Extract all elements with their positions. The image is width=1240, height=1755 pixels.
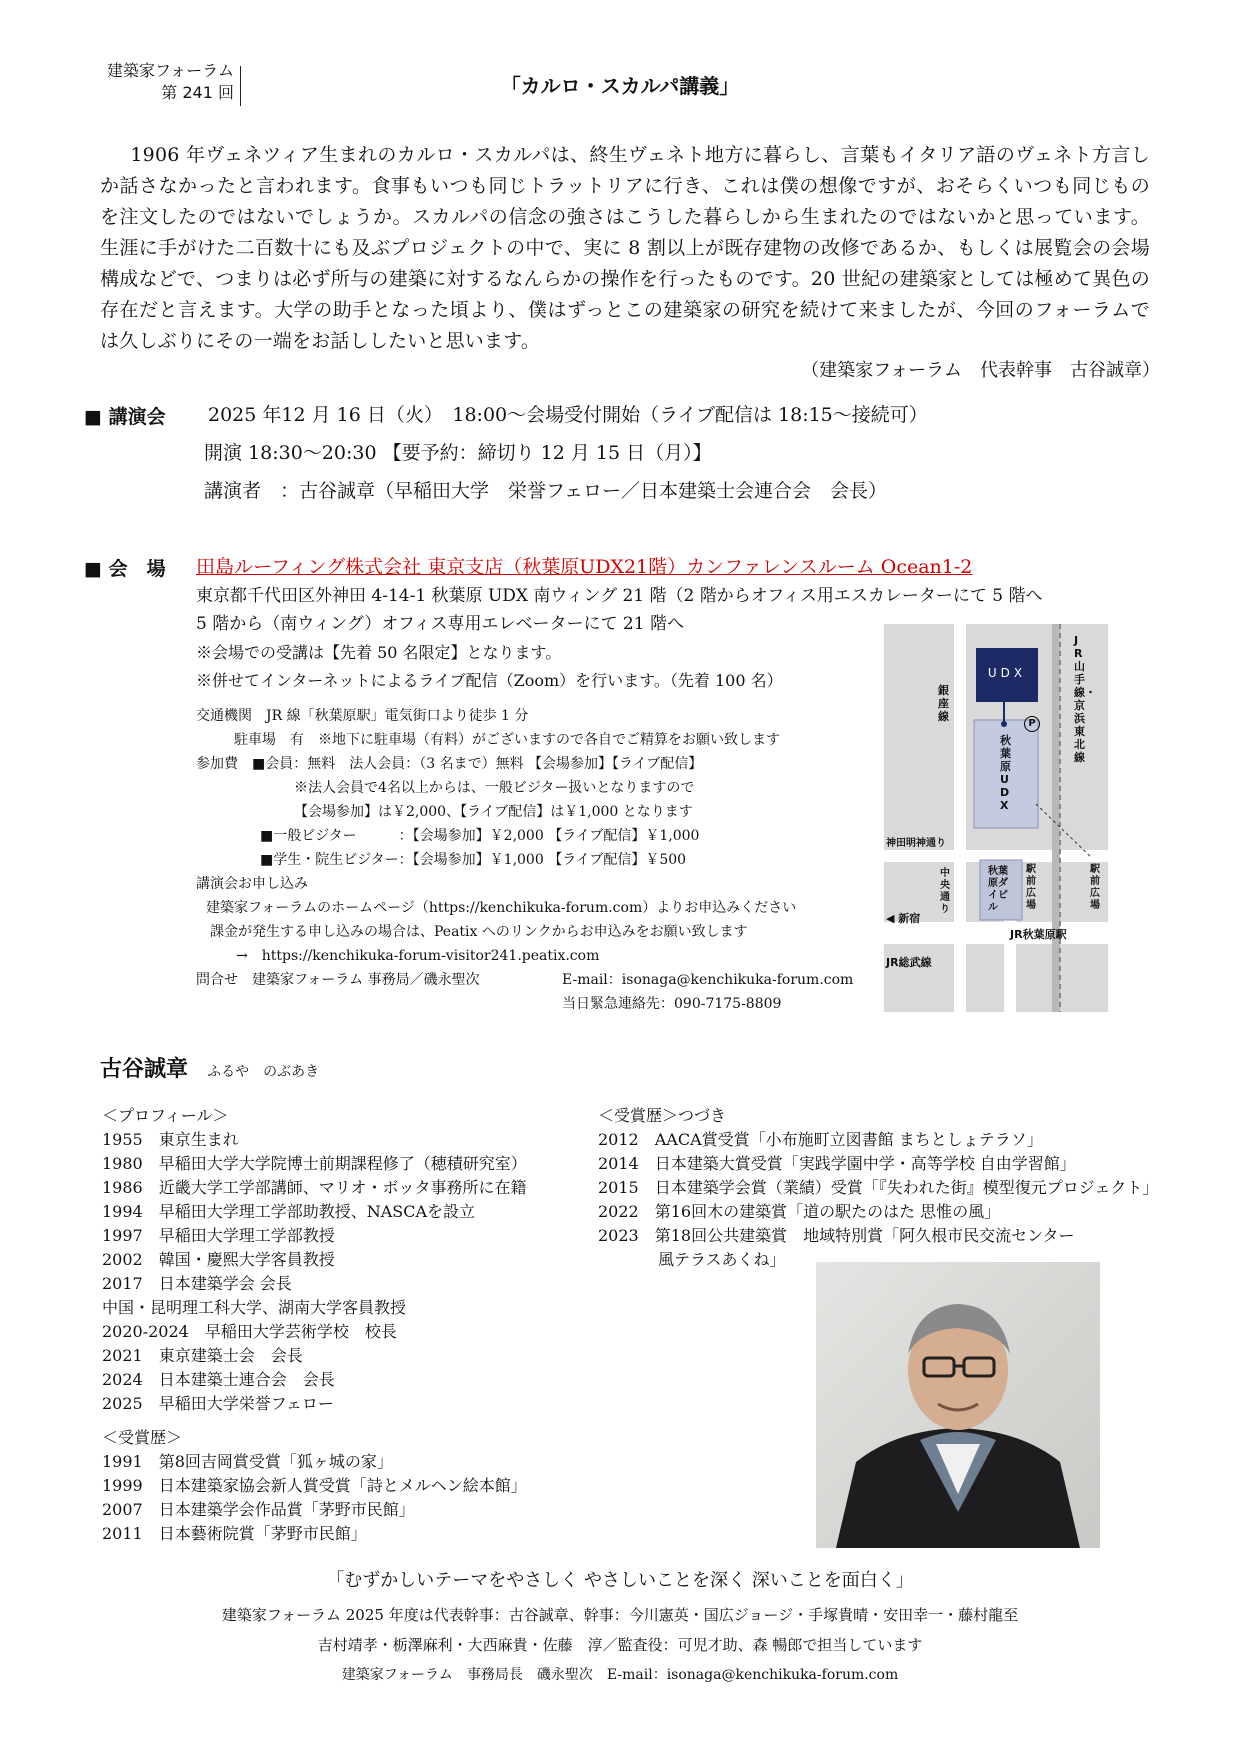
speaker-name: 古谷誠章 bbox=[100, 1057, 189, 1082]
profile-item: 1986 近畿大学工学部講師、マリオ・ボッタ事務所に在籍 bbox=[102, 1178, 527, 1197]
lecture-date: 2025 年12 月 16 日（火） 18:00〜会場受付開始（ライブ配信は 18:15〜接続可） bbox=[208, 404, 928, 426]
apply-homepage: 建築家フォーラムのホームページ（https://kenchikuka-forum.com）よりお申込みください bbox=[206, 900, 797, 916]
speaker-portrait-photo bbox=[816, 1262, 1100, 1548]
venue-note1: ※会場での受講は【先着 50 名限定】となります。 bbox=[196, 643, 562, 662]
lecture-heading: ■ 講演会 bbox=[84, 406, 166, 428]
awards-cont-heading: ＜受賞歴＞つづき bbox=[598, 1106, 727, 1125]
venue-map bbox=[884, 624, 1108, 1012]
map-kanda-label: 神田明神通り bbox=[886, 838, 946, 849]
series-number: 第 241 回 bbox=[161, 83, 234, 102]
contact-email[interactable]: E-mail：isonaga@kenchikuka-forum.com bbox=[562, 972, 854, 988]
profile-item: 1997 早稲田大学理工学部教授 bbox=[102, 1226, 335, 1245]
profile-item: 2025 早稲田大学栄誉フェロー bbox=[102, 1394, 334, 1413]
map-jr-station-label: JR秋葉原駅 bbox=[1010, 928, 1067, 941]
transport-info: 交通機関 JR 線「秋葉原駅」電気街口より徒歩 1 分 bbox=[196, 708, 529, 724]
profile-item: 2017 日本建築学会 会長 bbox=[102, 1274, 292, 1293]
apply-link[interactable]: → https://kenchikuka-forum-visitor241.peatix.com bbox=[236, 948, 600, 964]
award-item: 2007 日本建築学会作品賞「茅野市民館」 bbox=[102, 1500, 415, 1519]
award-cont-item: 2012 AACA賞受賞「小布施町立図書館 まちとしょテラソ」 bbox=[598, 1130, 1043, 1149]
footer-line2: 吉村靖孝・栃澤麻利・大西麻貴・佐藤 淳／監査役：可児才助、森 暢郎で担当しています bbox=[317, 1636, 923, 1654]
apply-peatix: 課金が発生する申し込みの場合は、Peatix へのリンクからお申込みをお願い致します bbox=[210, 924, 748, 940]
profile-section bbox=[102, 1104, 622, 1546]
venue-note2: ※併せてインターネットによるライブ配信（Zoom）を行います。（先着 100 名） bbox=[196, 671, 783, 690]
map-jr-yamanote-label: JR山手線・京浜東北線 bbox=[1074, 634, 1096, 764]
map-station-plaza-east-label: 駅前広場 bbox=[1090, 864, 1100, 911]
profile-item: 2020-2024 早稲田大学芸術学校 校長 bbox=[102, 1322, 397, 1341]
fee-corporate-price: 【会場参加】は￥2,000、【ライブ配信】は￥1,000 となります bbox=[294, 804, 693, 820]
footer-line3: 建築家フォーラム 事務局長 磯永聖次 E-mail：isonaga@kenchikuka-forum.com bbox=[341, 1667, 899, 1683]
profile-heading: ＜プロフィール＞ bbox=[102, 1106, 229, 1125]
profile-item: 1980 早稲田大学大学院博士前期課程修了（穂積研究室） bbox=[102, 1154, 527, 1173]
lecture-speaker: 講演者 ：古谷誠章（早稲田大学 栄誉フェロー／日本建築士会連合会 会長） bbox=[204, 480, 888, 502]
fee-visitor: ■一般ビジター ：【会場参加】￥2,000 【ライブ配信】￥1,000 bbox=[260, 828, 700, 844]
awards-cont-section bbox=[598, 1104, 1178, 1272]
award-cont-item: 2014 日本建築大賞受賞「実践学園中学・高等学校 自由学習館」 bbox=[598, 1154, 1076, 1173]
map-ginza-label: 銀座線 bbox=[938, 684, 949, 723]
apply-title: 講演会お申し込み bbox=[196, 876, 308, 892]
fee-members: 参加費 ■会員：無料 法人会員：（3 名まで）無料 【会場参加】【ライブ配信】 bbox=[196, 756, 703, 772]
award-item: 1991 第8回吉岡賞受賞「狐ヶ城の家」 bbox=[102, 1452, 393, 1471]
profile-item: 1955 東京生まれ bbox=[102, 1130, 239, 1149]
map-station-plaza-label: 駅前広場 bbox=[1026, 864, 1036, 911]
page-title: 「カルロ・スカルパ講義」 bbox=[500, 74, 740, 98]
speaker-heading bbox=[100, 1052, 319, 1083]
fee-corporate-note: ※法人会員で4名以上からは、一般ビジター扱いとなりますので bbox=[294, 780, 695, 796]
map-sobu-label: JR総武線 bbox=[886, 956, 932, 969]
venue-address1: 東京都千代田区外神田 4-14-1 秋葉原 UDX 南ウィング 21 階（2 階からオフィス用エスカレーターにて 5 階へ bbox=[196, 586, 1043, 606]
award-cont-item: 2022 第16回木の建築賞「道の駅たのはた 思惟の風」 bbox=[598, 1202, 1001, 1221]
awards-heading: ＜受賞歴＞ bbox=[102, 1428, 183, 1447]
fee-student: ■学生・院生ビジター：【会場参加】￥1,000 【ライブ配信】￥500 bbox=[260, 852, 687, 868]
venue-heading: ■ 会 場 bbox=[84, 558, 166, 580]
profile-item: 中国・昆明理工科大学、湖南大学客員教授 bbox=[102, 1298, 407, 1317]
parking-info: 駐車場 有 ※地下に駐車場（有料）がございますので各自でご精算をお願い致します bbox=[234, 732, 780, 748]
footer-line1: 建築家フォーラム 2025 年度は代表幹事：古谷誠章、幹事：今川憲英・国広ジョージ・手塚貴晴・安田幸一・藤村龍至 bbox=[221, 1606, 1019, 1624]
profile-item: 2024 日本建築士連合会 会長 bbox=[102, 1370, 335, 1389]
contact-info: 問合せ 建築家フォーラム 事務局／磯永聖次 bbox=[196, 972, 480, 988]
profile-list bbox=[102, 1128, 622, 1416]
award-cont-item: 2023 第18回公共建築賞 地域特別賞「阿久根市民交流センター bbox=[598, 1226, 1075, 1245]
footer-motto: 「むずかしいテーマをやさしく やさしいことを深く 深いことを面白く」 bbox=[326, 1570, 914, 1591]
intro-paragraph: 1906 年ヴェネツィア生まれのカルロ・スカルパは、終生ヴェネト地方に暮らし、言葉もイタリア語のヴェネト方言しか話さなかったと言われます。食事もいつも同じトラットリアに行き、これは僕の想像ですが、おそらくいつも同じものを注文したのではないでしょうか。スカルパの信念の強さはこうした暮らしから生まれたのではないかと思っています。生涯に手がけた二百数十にも及ぶプロジェクトの中で、実に 8 割以上が既存建物の改修であるか、もしくは展覧会の会場構成などで、つまりは必ず所与の建築に対するなんらかの操作を行ったものです。20 世紀の建築家としては極めて異色の存在だと言えます。大学の助手となった頃より、僕はずっとこの建築家の研究を続けて来ましたが、今回のフォーラムでは久しぶりにその一端をお話ししたいと思います。 bbox=[100, 144, 1150, 352]
map-chuo-label: 中央通り bbox=[940, 868, 950, 915]
award-cont-item-continued: 風テラスあくね」 bbox=[658, 1250, 786, 1269]
speaker-reading: ふるや のぶあき bbox=[207, 1064, 320, 1080]
series-name: 建築家フォーラム bbox=[106, 61, 234, 80]
profile-item: 2002 韓国・慶熙大学客員教授 bbox=[102, 1250, 335, 1269]
map-akiba-udx-label: 秋葉原UDX bbox=[1000, 734, 1011, 812]
profile-item: 1994 早稲田大学理工学部助教授、NASCAを設立 bbox=[102, 1202, 476, 1221]
venue-address2: 5 階から（南ウィング）オフィス専用エレベーターにて 21 階へ bbox=[196, 614, 684, 634]
profile-item: 2021 東京建築士会 会長 bbox=[102, 1346, 303, 1365]
lecture-time: 開演 18:30〜20:30 【要予約：締切り 12 月 15 日（月）】 bbox=[204, 442, 712, 464]
venue-name-link[interactable]: 田島ルーフィング株式会社 東京支店（秋葉原UDX21階）カンファレンスルーム Ocean1-2 bbox=[196, 556, 973, 578]
map-shinjuku-label: ◀ 新宿 bbox=[886, 912, 921, 925]
map-udx-label: UDX bbox=[987, 666, 1027, 680]
parking-icon: P bbox=[1024, 716, 1040, 732]
emergency-contact: 当日緊急連絡先：090-7175-8809 bbox=[562, 996, 782, 1012]
map-daibiru-label: 秋葉原ダイビル bbox=[988, 866, 1008, 913]
award-cont-item: 2015 日本建築学会賞（業績）受賞「『失われた街』模型復元プロジェクト」 bbox=[598, 1178, 1159, 1197]
intro-signature: （建築家フォーラム 代表幹事 古谷誠章） bbox=[801, 360, 1160, 381]
award-item: 2011 日本藝術院賞「茅野市民館」 bbox=[102, 1524, 367, 1543]
details-block bbox=[196, 704, 876, 1016]
award-item: 1999 日本建築家協会新人賞受賞「詩とメルヘン絵本館」 bbox=[102, 1476, 527, 1495]
awards-list bbox=[102, 1450, 622, 1546]
